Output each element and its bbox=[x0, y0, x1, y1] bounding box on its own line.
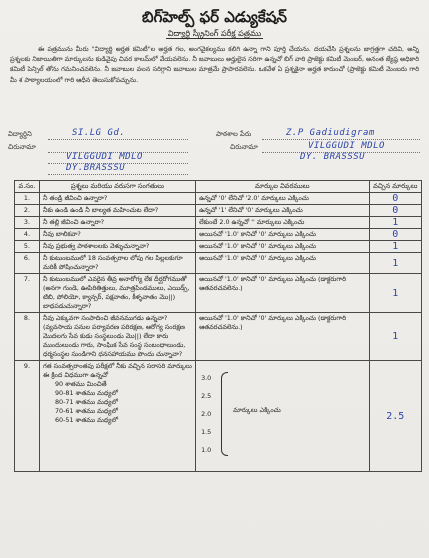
form-subtitle bbox=[0, 29, 429, 40]
table-row bbox=[15, 205, 422, 217]
row-number: 9. bbox=[15, 361, 40, 472]
student-address-value-2[interactable]: DY.BRASSSU bbox=[66, 163, 126, 173]
table-row bbox=[15, 229, 422, 241]
row-marks-detail: ఉన్నచో '0' లేనిచో '2.0' మార్కులు ఎక్కించు bbox=[196, 193, 369, 205]
row-number: 5. bbox=[15, 241, 40, 253]
row-marks-detail: అయినచో '1.0' కానిచో '0' మార్కులు ఎక్కించు (డాక్టరుగారి ఆతవరచవలెను.) bbox=[196, 274, 369, 313]
table-row bbox=[15, 217, 422, 229]
row-marks-detail bbox=[196, 361, 369, 472]
header-marks-given: వచ్చిన మార్కులు bbox=[369, 181, 421, 193]
row-marks-given[interactable]: 1 bbox=[369, 253, 421, 274]
row-number: 6. bbox=[15, 253, 40, 274]
row-number: 2. bbox=[15, 205, 40, 217]
row-question: నీవు ఎక్కువగా సంపాదించి జీవనముగడు ఉన్నవా? (వ్యవసాయ పనుల పర్యావరణ పరిరక్షణ, ఆరోగ్య సంరక్షణ మొదలగు సేవ కుడు సంస్థలుండు మొ||) లేదా కారు ముందులుండు గారు, సాంఘిక సేవ సంస్థ సంబంధాలుండు, ధర్మసంస్థల సుండిగాని ధనసహాయము పొందు చున్నావా? bbox=[39, 313, 195, 361]
table-header-row bbox=[15, 181, 422, 193]
student-address-label: చిరునామా bbox=[8, 143, 36, 151]
brace-icon bbox=[221, 372, 228, 456]
header-sno: వ.సం. bbox=[15, 181, 40, 193]
row-marks-detail: అయినచో '1.0' కానిచో '0' మార్కులు ఎక్కించు bbox=[196, 241, 369, 253]
school-address-value-1[interactable]: VILGGUDI MDLO bbox=[308, 141, 385, 151]
school-name-value[interactable]: Z.P Gadiudigram bbox=[286, 128, 375, 138]
row-question: నీ కుటుంబములో 18 సంవత్సరాల లోపు గల పిల్లలకుగూ మరికీ పోషించున్నారా? bbox=[39, 253, 195, 274]
row-marks-detail: అయినచో '1.0' కానిచో '0' మార్కులు ఎక్కించు bbox=[196, 253, 369, 274]
form-subtitle-text: విద్యార్థి స్క్రీనింగ్ పరీక్ష పత్రము bbox=[167, 29, 262, 38]
scale-value: 1.5 bbox=[201, 428, 212, 436]
table-row bbox=[15, 274, 422, 313]
row-marks-given[interactable]: 1 bbox=[369, 274, 421, 313]
student-address-line-3 bbox=[48, 174, 188, 175]
scale-label: మార్కులు ఎక్కించు bbox=[233, 406, 281, 414]
row-number: 8. bbox=[15, 313, 40, 361]
screening-table bbox=[14, 180, 422, 472]
instructions-paragraph: ఈ పత్రమును మీరు "విద్యార్థి అర్హత కమిటీ"ల అర్హత గల, అంగవైకల్యము కలిగి ఉన్నా గాని పూర్తి చేయను. దయచేసి ప్రశ్నలను జాగ్రత్తగా చదివి, అన్ని ప్రశ్నలకు నిజాయితిగా మార్కులను కుడివైపు చివర కాలమ్‌లో వేయవలెను. నీ జవాబులు అర్హులైన సరిగా ఉన్నచో బిగ్ వారి ప్రాజెక్టు కమిటీ మెంబర్, అనంత జ్యేష్ఠ అధికారి కమిటీ పెన్సిల్ తోను గమనించవలెను. నీ జవాబుల వలన సరిగ్గాని జవాబుల మాత్రమే ప్రాపారవలెను. ఒకవేళ ఏ ప్రశ్నకైనా అర్హత కారుంచో (ప్రాజెక్టు కమిటీ మెంబరు గారి మీ శ పాఠ్యాలయంలో గారి ఆధీన తెలుసుకోవచ్చును. bbox=[10, 45, 419, 84]
grade-scale bbox=[199, 362, 365, 470]
scale-value: 1.0 bbox=[201, 446, 212, 454]
row-question: నీకు ఉండి ఉండి నీ బాల్యత మహించుట లేదా? bbox=[39, 205, 195, 217]
header-question: ప్రశ్నలు మరియు వరుసగా సంగతులు bbox=[39, 181, 195, 193]
table-row bbox=[15, 253, 422, 274]
row-question: నీ తండ్రి జీవించి ఉన్నారా? bbox=[39, 193, 195, 205]
row-marks-given[interactable]: 1 bbox=[369, 217, 421, 229]
row-marks-given[interactable]: 0 bbox=[369, 229, 421, 241]
school-address-value-2[interactable]: DY. BRASSSU bbox=[300, 152, 366, 162]
row-number: 7. bbox=[15, 274, 40, 313]
grade-ranges bbox=[43, 380, 192, 425]
row-marks-given[interactable]: 1 bbox=[369, 313, 421, 361]
school-address-label: చిరునామా bbox=[230, 143, 258, 151]
grade-range-item: 60-51 శాతము మధ్యలో bbox=[54, 416, 118, 424]
row-marks-detail: ఉన్నచో '1' లేనిచో '0' మార్కులు ఎక్కించు bbox=[196, 205, 369, 217]
row-marks-detail: లేకుంటే 2.0 ఉన్నచో '' మార్కులు ఎక్కించు bbox=[196, 217, 369, 229]
row-question: నీవు ప్రభుత్వ పాఠశాలలకు వెళ్ళుచున్నావా? bbox=[39, 241, 195, 253]
row-question-text: గత సంవత్సరాంతపు పరీక్షలో నీకు వచ్చిన సరాసరి మార్కులు ఈ క్రింద విధముగా ఉన్నచో bbox=[42, 362, 192, 379]
student-name-line bbox=[48, 139, 188, 140]
row-marks-detail: అయినచో '1.0' కానిచో '0' మార్కులు ఎక్కించు (డాక్టరుగారి ఆతవరచవలెను.) bbox=[196, 313, 369, 361]
school-name-label: పాఠశాల పేరు bbox=[216, 130, 252, 138]
row-number: 4. bbox=[15, 229, 40, 241]
grade-range-item: 80-71 శాతము మధ్యలో bbox=[54, 398, 118, 406]
table-row bbox=[15, 313, 422, 361]
table-row bbox=[15, 241, 422, 253]
row-marks-given[interactable]: 0 bbox=[369, 193, 421, 205]
student-name-row bbox=[8, 128, 421, 140]
scale-value: 2.0 bbox=[201, 410, 212, 418]
student-name-label: విద్యార్థిని bbox=[8, 130, 32, 138]
header-marks-detail: మార్కుల వివరములు bbox=[196, 181, 369, 193]
row-number: 1. bbox=[15, 193, 40, 205]
row-marks-given[interactable]: 0 bbox=[369, 205, 421, 217]
row-marks-given[interactable]: 2.5 bbox=[369, 361, 421, 472]
form-title: బిగ్‌హెల్ప్ ఫర్ ఎడ్యుకేషన్ bbox=[142, 8, 287, 26]
student-name-value[interactable]: SI.LG Gd. bbox=[72, 128, 126, 138]
grade-range-item: 90 శాతము మించితే bbox=[54, 380, 107, 388]
grade-range-item: 90-81 శాతము మధ్యలో bbox=[54, 389, 118, 397]
grade-range-item: 70-61 శాతము మధ్యలో bbox=[54, 407, 118, 415]
address-row-3 bbox=[8, 163, 421, 175]
row-question: నీవు బాలికవా? bbox=[39, 229, 195, 241]
row-number: 3. bbox=[15, 217, 40, 229]
row-question bbox=[39, 361, 195, 472]
school-name-line bbox=[262, 139, 420, 140]
row-marks-detail: అయినచో '1.0' కానిచో '0' మార్కులు ఎక్కించు bbox=[196, 229, 369, 241]
row-question: నీ కుటుంబములో ఎవరైన తీవ్ర అనారోగ్య లేక దీర్ఘరోగముతో (అనగా గుండె, ఊపిరితిత్తులు, మూత్రపిండములు, ఎయిడ్స్, టిబి, పోలియో, క్యాన్సర్, పక్షవాతం, కీళ్ళవాతం మొ||) బాధపడుచున్నారా? bbox=[39, 274, 195, 313]
table-row bbox=[15, 193, 422, 205]
scale-value: 2.5 bbox=[201, 392, 212, 400]
row-marks-given[interactable]: 1 bbox=[369, 241, 421, 253]
student-address-value-1[interactable]: VILGGUDI MDLO bbox=[66, 152, 143, 162]
table-row bbox=[15, 361, 422, 472]
row-question: నీ తల్లి జీవించి ఉన్నారా? bbox=[39, 217, 195, 229]
scale-value: 3.0 bbox=[201, 374, 212, 382]
